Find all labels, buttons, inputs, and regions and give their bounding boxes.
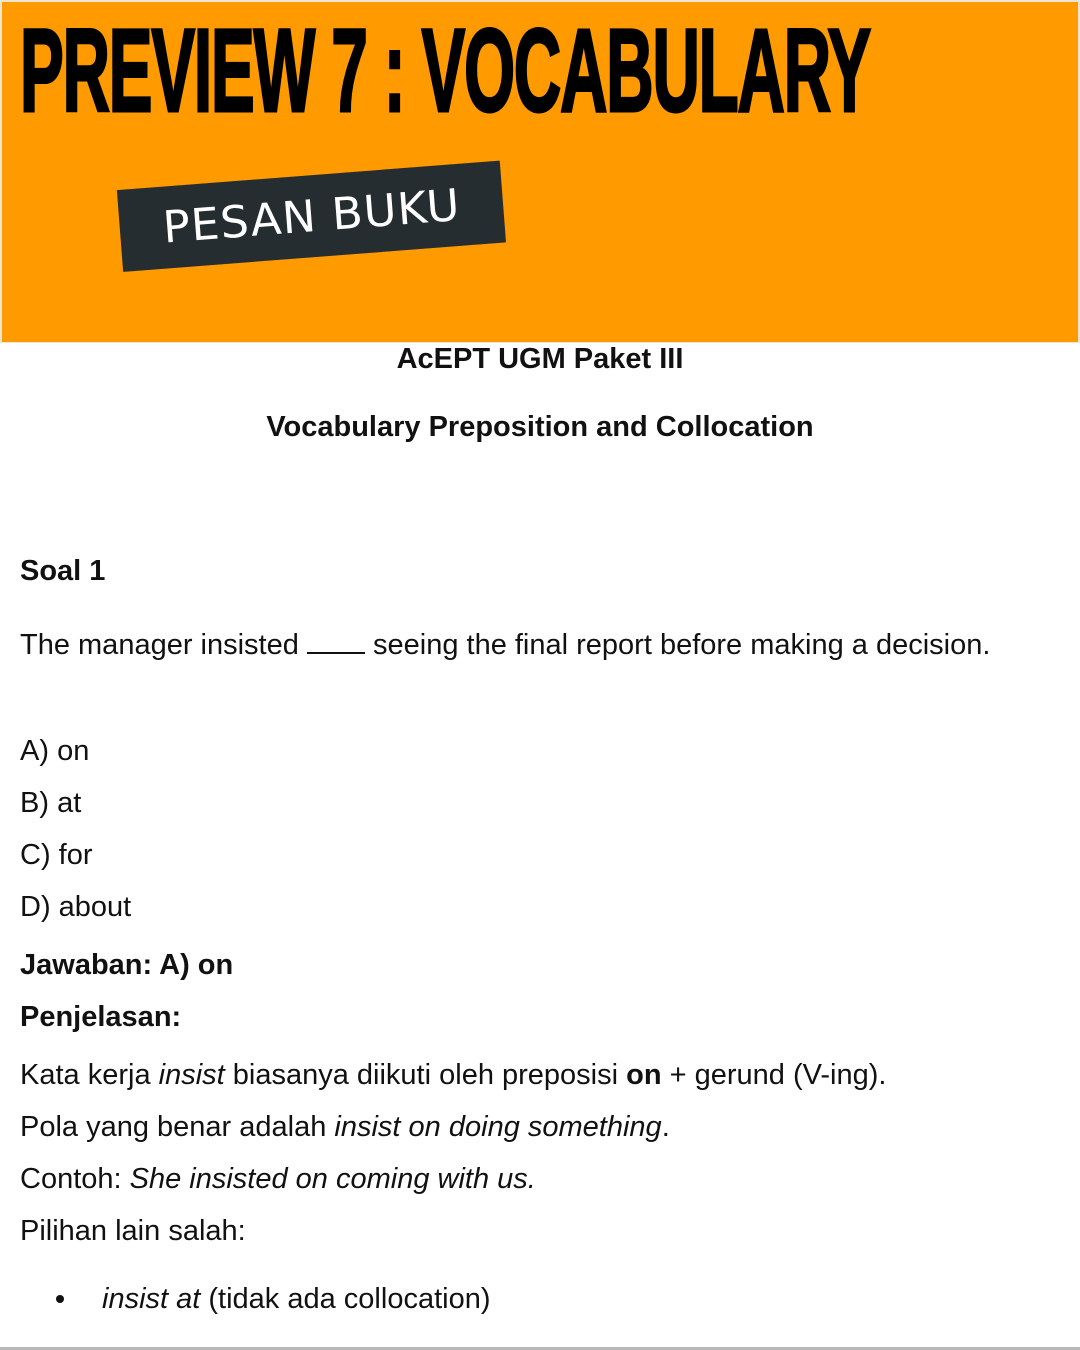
banner-title: PREVIEW 7 : VOCABULARY [20,5,871,137]
option-c [20,829,131,881]
order-book-button[interactable] [117,161,506,272]
explanation-line-4: Pilihan lain salah: [20,1215,246,1247]
explanation-body [20,1049,1060,1257]
answer-key: Jawaban: A) on [20,949,234,981]
document-page [0,343,1080,1348]
text: + gerund (V-ing). [661,1059,887,1091]
answer-options [20,725,131,933]
question-text-after: seeing the final report before making a decision. [364,629,991,661]
order-book-label: PESAN BUKU [160,179,463,254]
option-text: on [57,735,90,767]
italic-text: insist at [102,1283,201,1315]
option-letter: B) [20,787,49,819]
text: Contoh: [20,1163,130,1195]
explanation-line-2 [20,1101,1060,1153]
italic-text: insist on doing something [334,1111,662,1143]
promo-banner [0,0,1080,343]
option-letter: D) [20,891,51,923]
option-a [20,725,131,777]
text: . [661,1111,670,1143]
italic-text: She insisted on coming with us. [129,1163,536,1195]
bold-text: on [626,1059,662,1091]
bullet-icon [56,1295,64,1303]
text: Kata kerja [20,1059,159,1091]
option-letter: C) [20,839,51,871]
promo-banner-background [2,2,1078,342]
text: (tidak ada collocation) [200,1283,491,1315]
option-text: about [58,891,132,923]
explanation-line-1 [20,1049,1060,1101]
option-d [20,881,131,933]
document-title: AcEPT UGM Paket III [396,343,684,375]
document-subtitle: Vocabulary Preposition and Collocation [266,411,814,443]
option-text: at [57,787,82,819]
explanation-line-3 [20,1153,1060,1205]
explanation-label: Penjelasan: [20,1001,182,1033]
question-text-before: The manager insisted [20,629,307,661]
question-text [20,619,1020,671]
option-letter: A) [20,735,49,767]
wrong-options-list [56,1273,490,1325]
answer-blank [307,630,365,654]
text: biasanya diikuti oleh preposisi [224,1059,627,1091]
italic-text: insist [158,1059,225,1091]
question-label: Soal 1 [20,555,106,587]
list-item [56,1273,490,1325]
option-b [20,777,131,829]
option-text: for [58,839,93,871]
text: Pola yang benar adalah [20,1111,335,1143]
